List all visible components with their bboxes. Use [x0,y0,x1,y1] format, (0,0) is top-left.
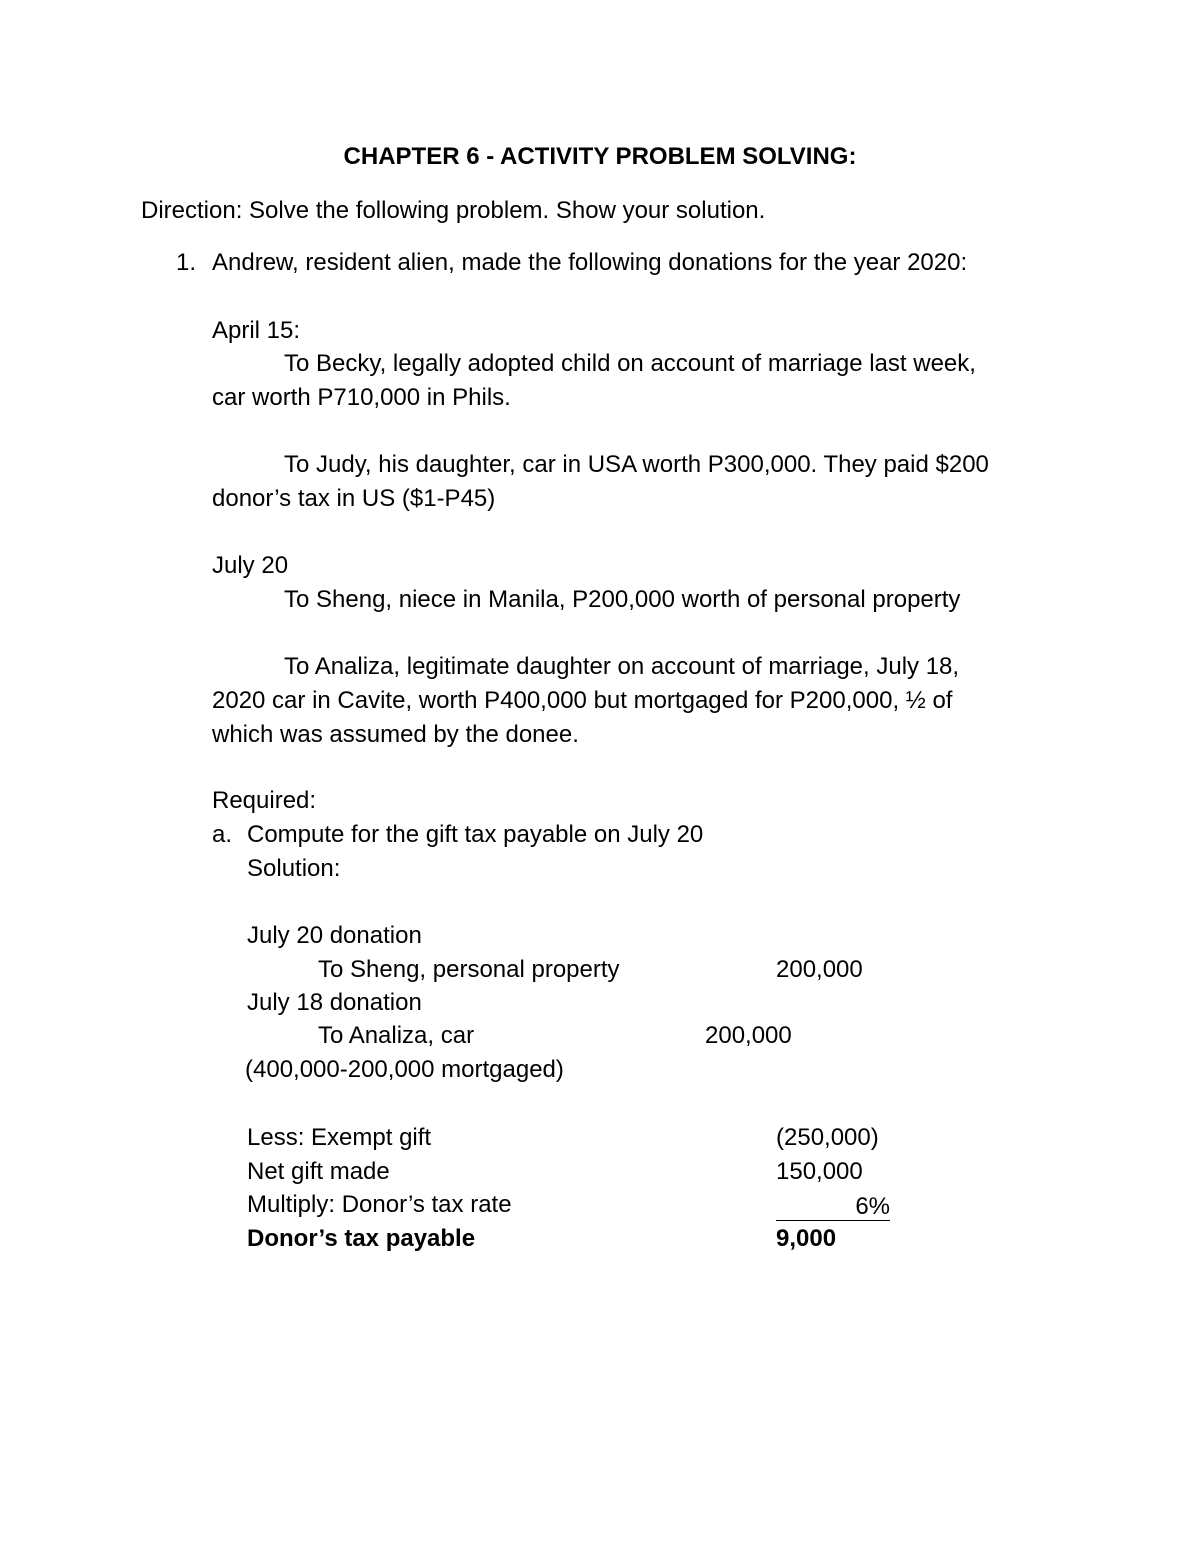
sheng-line: To Sheng, niece in Manila, P200,000 worth of personal property [284,586,961,613]
required-item-letter: a. [212,821,233,848]
direction-text: Direction: Solve the following problem. Show your solution. [141,197,766,224]
sheng-item: To Sheng, personal property [318,956,620,983]
april-heading: April 15: [212,317,301,344]
problem-number: 1. [176,249,197,276]
tax-rate-value-wrap [776,1192,890,1222]
net-gift-label: Net gift made [247,1158,390,1185]
july18-donation-label: July 18 donation [247,989,422,1016]
required-heading: Required: [212,787,317,814]
becky-line-1: To Becky, legally adopted child on account of marriage last week, [284,350,976,377]
problem-intro: Andrew, resident alien, made the following donations for the year 2020: [212,249,968,276]
tax-rate-label: Multiply: Donor’s tax rate [247,1191,512,1218]
page-title: CHAPTER 6 - ACTIVITY PROBLEM SOLVING: [343,143,857,170]
tax-rate-value: 6% [776,1194,890,1221]
tax-payable-label: Donor’s tax payable [247,1225,476,1252]
analiza-note: (400,000-200,000 mortgaged) [245,1056,564,1083]
required-item-text: Compute for the gift tax payable on July 20 [247,821,704,848]
analiza-item: To Analiza, car [318,1022,475,1049]
analiza-amount: 200,000 [705,1022,792,1049]
july-heading: July 20 [212,552,289,579]
july20-donation-label: July 20 donation [247,922,422,949]
analiza-line-2: 2020 car in Cavite, worth P400,000 but mortgaged for P200,000, ½ of [212,687,953,714]
analiza-line-3: which was assumed by the donee. [212,721,579,748]
sheng-amount: 200,000 [776,956,863,983]
net-gift-amount: 150,000 [776,1158,863,1185]
judy-line-1: To Judy, his daughter, car in USA worth P300,000. They paid $200 [284,451,989,478]
exempt-gift-amount: (250,000) [776,1124,879,1151]
solution-label: Solution: [247,855,341,882]
judy-line-2: donor’s tax in US ($1-P45) [212,485,496,512]
exempt-gift-label: Less: Exempt gift [247,1124,432,1151]
becky-line-2: car worth P710,000 in Phils. [212,384,511,411]
tax-payable-amount: 9,000 [776,1225,837,1252]
analiza-line-1: To Analiza, legitimate daughter on account of marriage, July 18, [284,653,960,680]
